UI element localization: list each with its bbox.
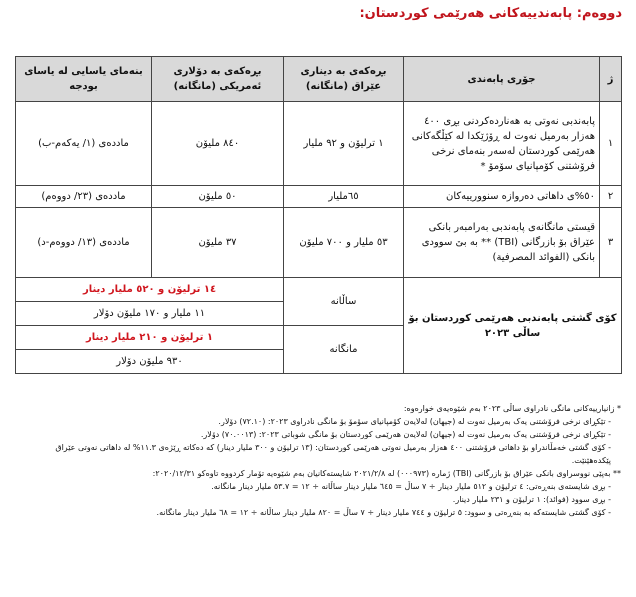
- cell-type: قیستی مانگانەی پابەندبی بەرامبەر بانکی عێراق بۆ بازرگانی (TBI) ** بە بێ سوودی بانکی (الفوائد المصرفية): [404, 208, 600, 278]
- cell-type: ٥٠%ی داهاتی دەروازە سنوورییەکان: [404, 186, 600, 208]
- total-yearly-label: ساڵانە: [284, 278, 404, 326]
- cell-usd: ٥٠ ملیۆن: [152, 186, 284, 208]
- total-yearly-iqd: ١٤ ترلیۆن و ٥٢٠ ملیار دینار: [16, 278, 284, 302]
- header-usd: بڕەکەی بە دۆلاری ئەمریکی (مانگانە): [152, 57, 284, 102]
- cell-usd: ٨٤٠ ملیۆن: [152, 102, 284, 186]
- header-basis: بنەمای یاسایی لە یاسای بودجە: [16, 57, 152, 102]
- cell-usd: ٣٧ ملیۆن: [152, 208, 284, 278]
- footnote-item: - کۆی گشتی خەمڵاندراو بۆ داهاتی فرۆشتنی ٤٠٠ هەزار بەرمیل نەوتی هەرێمی کوردستان: (١٣ ترلیۆن و ٣٠٠ ملیار دینار) کە دەکاتە ڕێژەی ١١.٣% لە داهاتی نەوتی عێراق پێکدەهێنێت.: [55, 443, 611, 465]
- total-monthly-usd: ٩٣٠ ملیۆن دۆلار: [16, 350, 284, 374]
- footnote-item: - تێکڕای نرخی فرۆشتنی یەک بەرمیل نەوت لە (جیهان) لەلایەن هەرێمی کوردستان بۆ مانگی شوباتی ٢٠٢٣: (٧٠.٠٠١٣) دۆلار.: [200, 430, 611, 439]
- cell-iqd: ٦٥ملیار: [284, 186, 404, 208]
- total-yearly-usd: ١١ ملیار و ١٧٠ ملیۆن دۆلار: [16, 302, 284, 326]
- header-iqd: بڕەکەی بە دیناری عێراق (مانگانە): [284, 57, 404, 102]
- total-row-yearly-iqd: [16, 278, 622, 302]
- footnotes: [15, 402, 621, 519]
- cell-num: ١: [600, 102, 622, 186]
- footnote-heading: ** بەپێی نووسراوی بانکی عێراق بۆ بازرگانی (TBI) ژمارە (٠٠٠٩٧٣) لە ٢٠٢١/٢/٨ شایستەکانیان بەم شێوەیە تۆمار کردووە تاوەکو ٢٠٢٠/١٢/٣١:: [152, 469, 621, 478]
- footnote-item: - بڕی شایستەی بنەڕەتی: ٤ ترلیۆن و ٥١٢ ملیار دینار ÷ ٧ ساڵ = ٦٤٥ ملیار دینار ساڵانە ÷ ١٢ = ٥٣.٧ ملیار دینار مانگانە.: [211, 482, 611, 491]
- footnote-item: - کۆی گشتی شایستەکە بە بنەڕەتی و سوود: ٥ ترلیۆن و ٧٤٤ ملیار دینار ÷ ٧ ساڵ = ٨٢٠ ملیار دینار ساڵانە ÷ ١٢ = ٦٨ ملیار دینار مانگانە.: [156, 508, 611, 517]
- header-type: جۆری پابەندی: [404, 57, 600, 102]
- table-row: [16, 102, 622, 186]
- table-header-row: [16, 57, 622, 102]
- cell-basis: ماددەی (٢٣/ دووەم): [16, 186, 152, 208]
- cell-basis: ماددەی (١٣/ دووەم-د): [16, 208, 152, 278]
- header-num: ژ: [600, 57, 622, 102]
- cell-num: ٣: [600, 208, 622, 278]
- table-row: [16, 208, 622, 278]
- section-title: دووەم: پابەندییەکانی هەرێمی کوردستان:: [359, 6, 622, 21]
- table-row: [16, 186, 622, 208]
- obligations-table: [15, 56, 622, 374]
- total-label: کۆی گشتی پابەندبی هەرێمی کوردستان بۆ ساڵی ٢٠٢٣: [404, 278, 622, 374]
- cell-iqd: ٥٣ ملیار و ٧٠٠ ملیۆن: [284, 208, 404, 278]
- total-monthly-iqd: ١ ترلیۆن و ٢١٠ ملیار دینار: [16, 326, 284, 350]
- cell-type: پابەندبی نەوتی بە هەناردەکردنی بڕی ٤٠٠ هەزار بەرمیل نەوت لە ڕۆژێکدا لە کێڵگەکانی هەرێمی کوردستان لەسەر بنەمای نرخی فرۆشتنی کۆمپانیای سۆمۆ *: [404, 102, 600, 186]
- cell-iqd: ١ ترلیۆن و ٩٢ ملیار: [284, 102, 404, 186]
- cell-basis: ماددەی (١/ یەکەم-ب): [16, 102, 152, 186]
- cell-num: ٢: [600, 186, 622, 208]
- footnote-item: - بڕی سوود (فوائد): ١ ترلیۆن و ٢٣١ ملیار دینار.: [452, 495, 611, 504]
- total-monthly-label: مانگانە: [284, 326, 404, 374]
- footnote-heading: * زانیارییەکانی مانگی نادراوی ساڵی ٢٠٢٣ بەم شێوەیەی خوارەوە:: [403, 404, 621, 413]
- footnote-item: - تێکڕای نرخی فرۆشتنی یەک بەرمیل نەوت لە (جیهان) لەلایەن کۆمپانیای سۆمۆ بۆ مانگی نادراوی ٢٠٢٣: (٧٢.١٠) دۆلار.: [218, 417, 611, 426]
